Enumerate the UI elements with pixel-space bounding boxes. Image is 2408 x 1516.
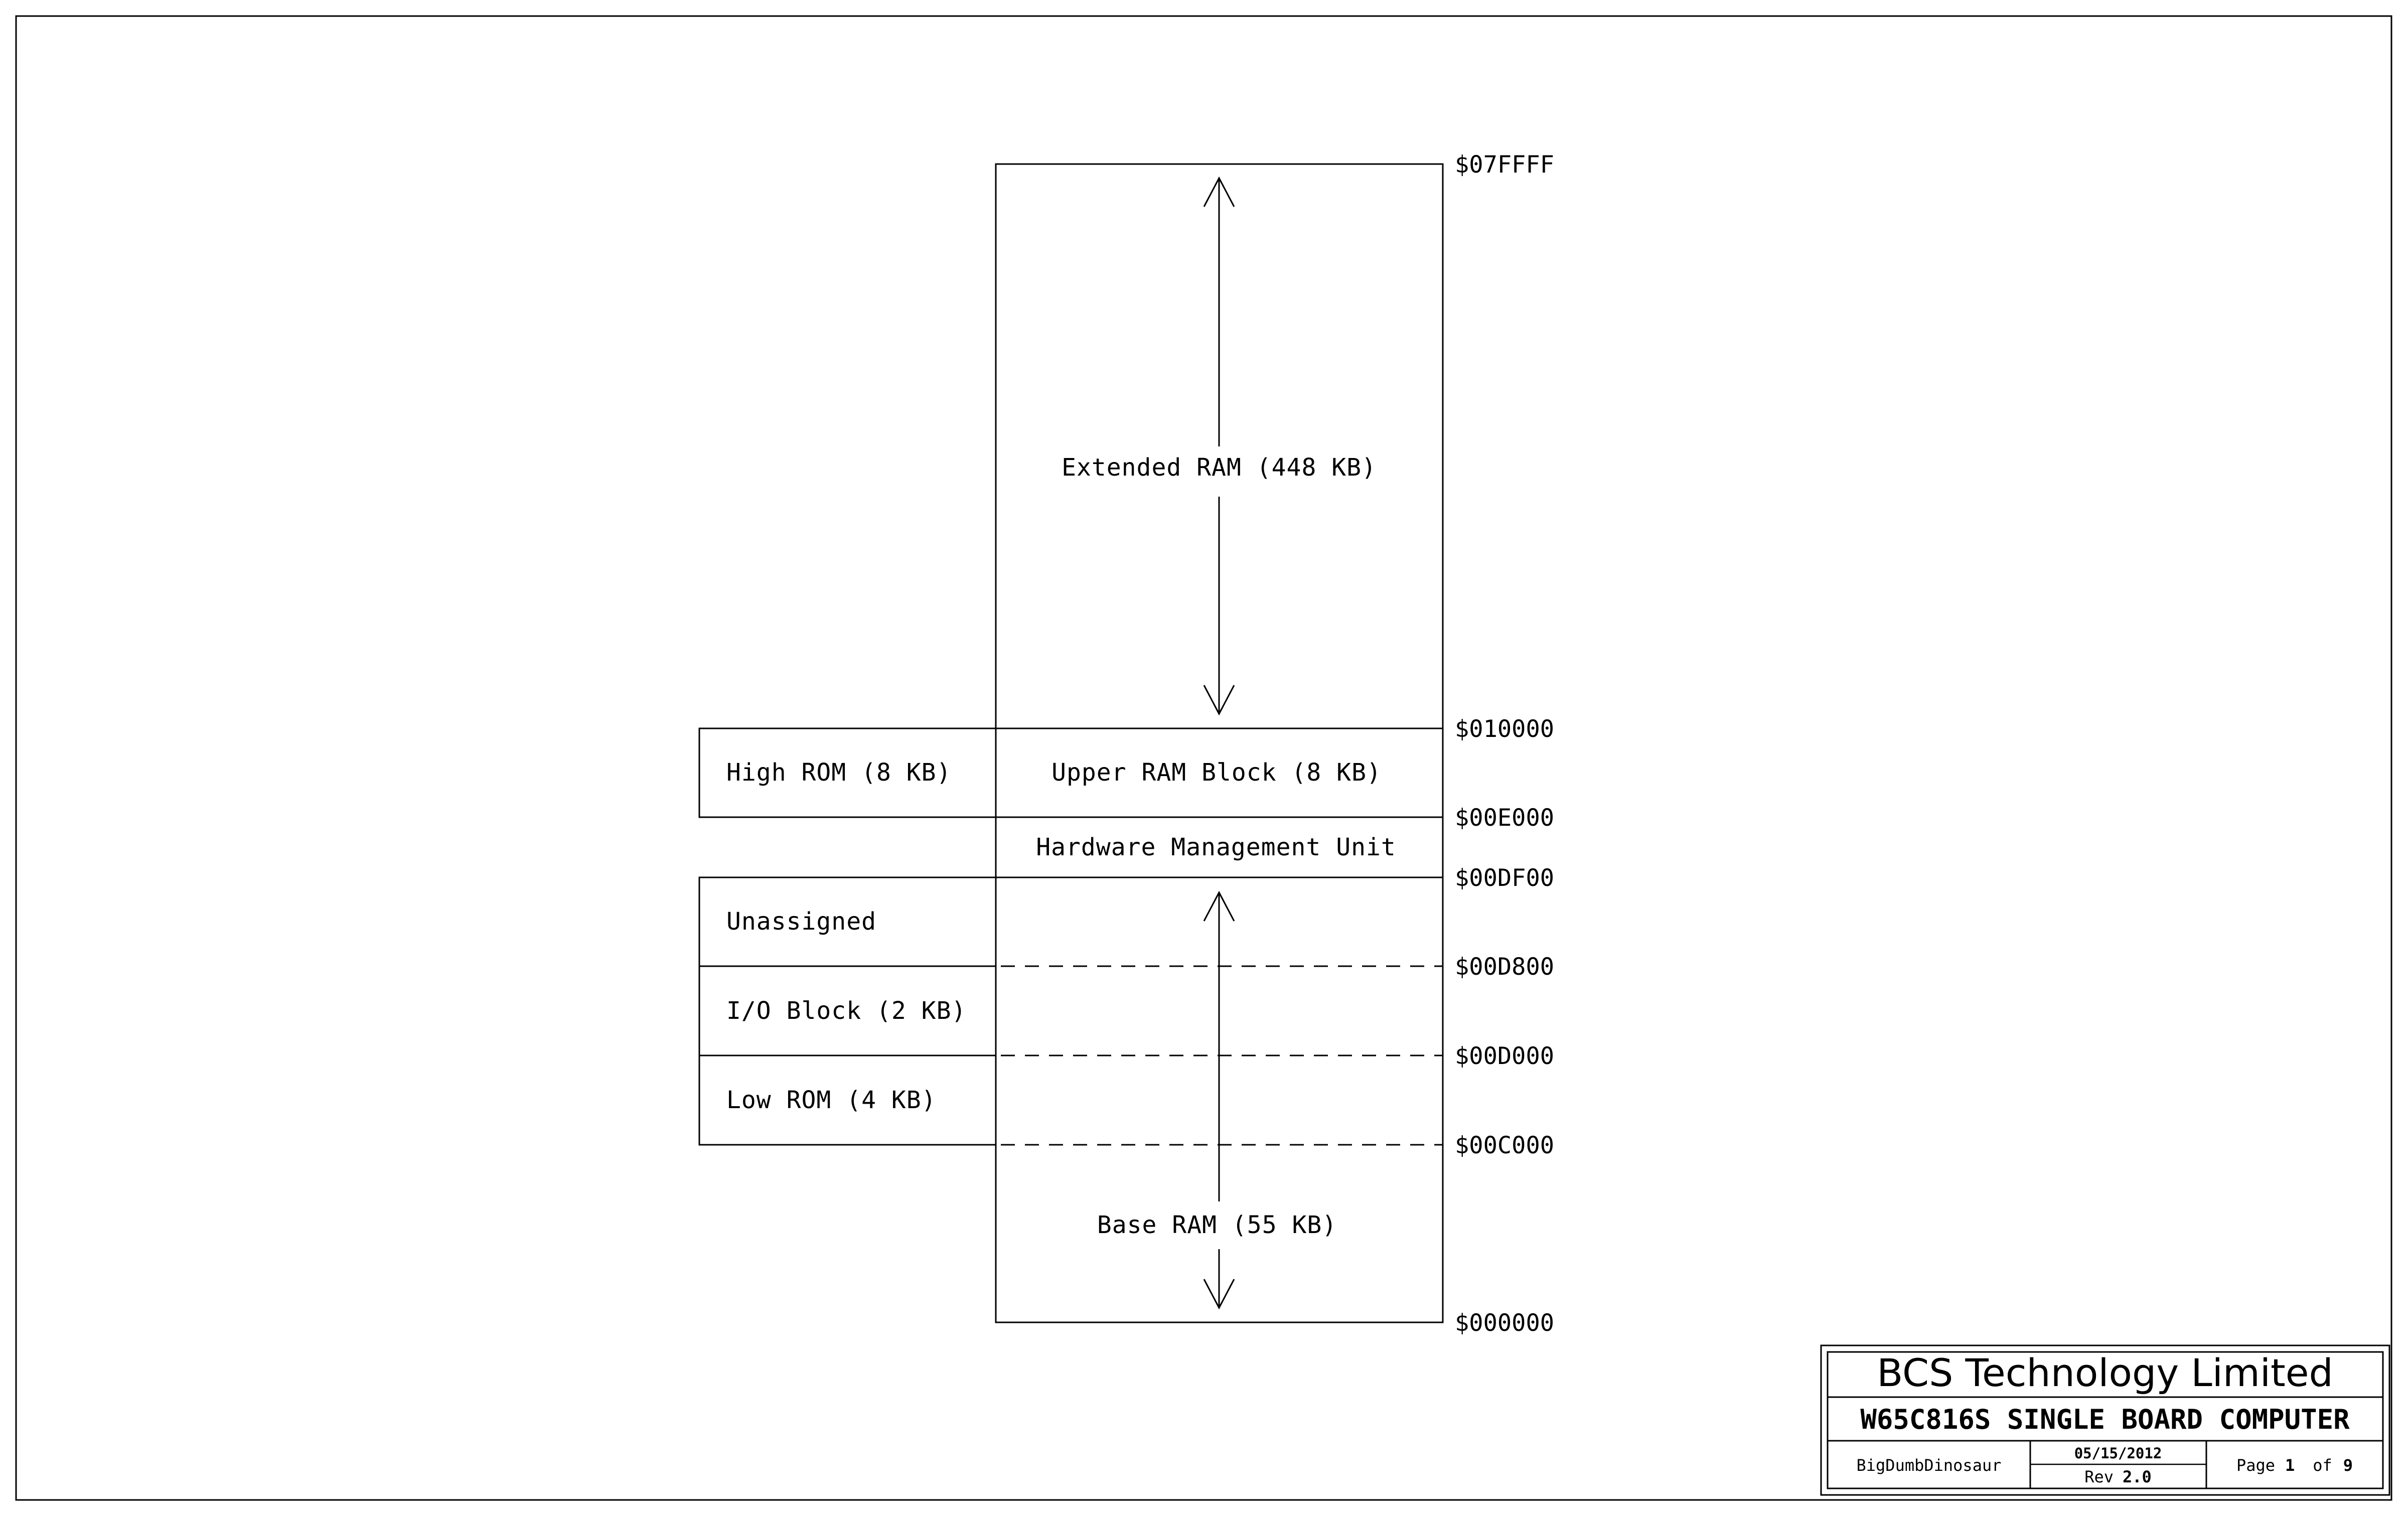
- unassigned-label: Unassigned: [726, 907, 876, 936]
- project-title: W65C816S SINGLE BOARD COMPUTER: [1860, 1404, 2350, 1435]
- low-rom-label: Low ROM (4 KB): [726, 1086, 937, 1114]
- high-rom-label: High ROM (8 KB): [726, 759, 952, 787]
- address-000000: $000000: [1455, 1309, 1555, 1337]
- page-total: 9: [2343, 1456, 2353, 1475]
- memory-map: [699, 151, 1554, 1337]
- page-number: 1: [2285, 1456, 2295, 1475]
- page-of-label: of: [2313, 1456, 2332, 1475]
- title-block: [1821, 1345, 2389, 1495]
- address-00d800: $00D800: [1455, 953, 1555, 981]
- author-name: BigDumbDinosaur: [1856, 1456, 2002, 1475]
- extended-ram-label: Extended RAM (448 KB): [1062, 453, 1377, 482]
- extended-ram-span-arrow: [1204, 178, 1234, 714]
- revision: [2084, 1467, 2152, 1486]
- page-label: Page: [2236, 1456, 2275, 1475]
- address-07ffff: $07FFFF: [1455, 151, 1555, 179]
- revision-value: 2.0: [2123, 1467, 2152, 1486]
- base-ram-span-arrow: [1204, 892, 1234, 1308]
- address-00c000: $00C000: [1455, 1132, 1555, 1159]
- address-00e000: $00E000: [1455, 804, 1555, 832]
- upper-ram-label: Upper RAM Block (8 KB): [1051, 759, 1382, 787]
- base-ram-label: Base RAM (55 KB): [1097, 1211, 1337, 1239]
- hmu-label: Hardware Management Unit: [1036, 833, 1396, 861]
- sheet-border: [16, 16, 2391, 1500]
- company-name: BCS Technology Limited: [1877, 1350, 2333, 1395]
- drawing-date: 05/15/2012: [2074, 1445, 2162, 1462]
- page-indicator: [2236, 1456, 2353, 1475]
- io-block-label: I/O Block (2 KB): [726, 997, 967, 1025]
- revision-label: Rev: [2084, 1467, 2114, 1486]
- address-00d000: $00D000: [1455, 1042, 1555, 1070]
- address-00df00: $00DF00: [1455, 864, 1555, 892]
- address-010000: $010000: [1455, 715, 1555, 743]
